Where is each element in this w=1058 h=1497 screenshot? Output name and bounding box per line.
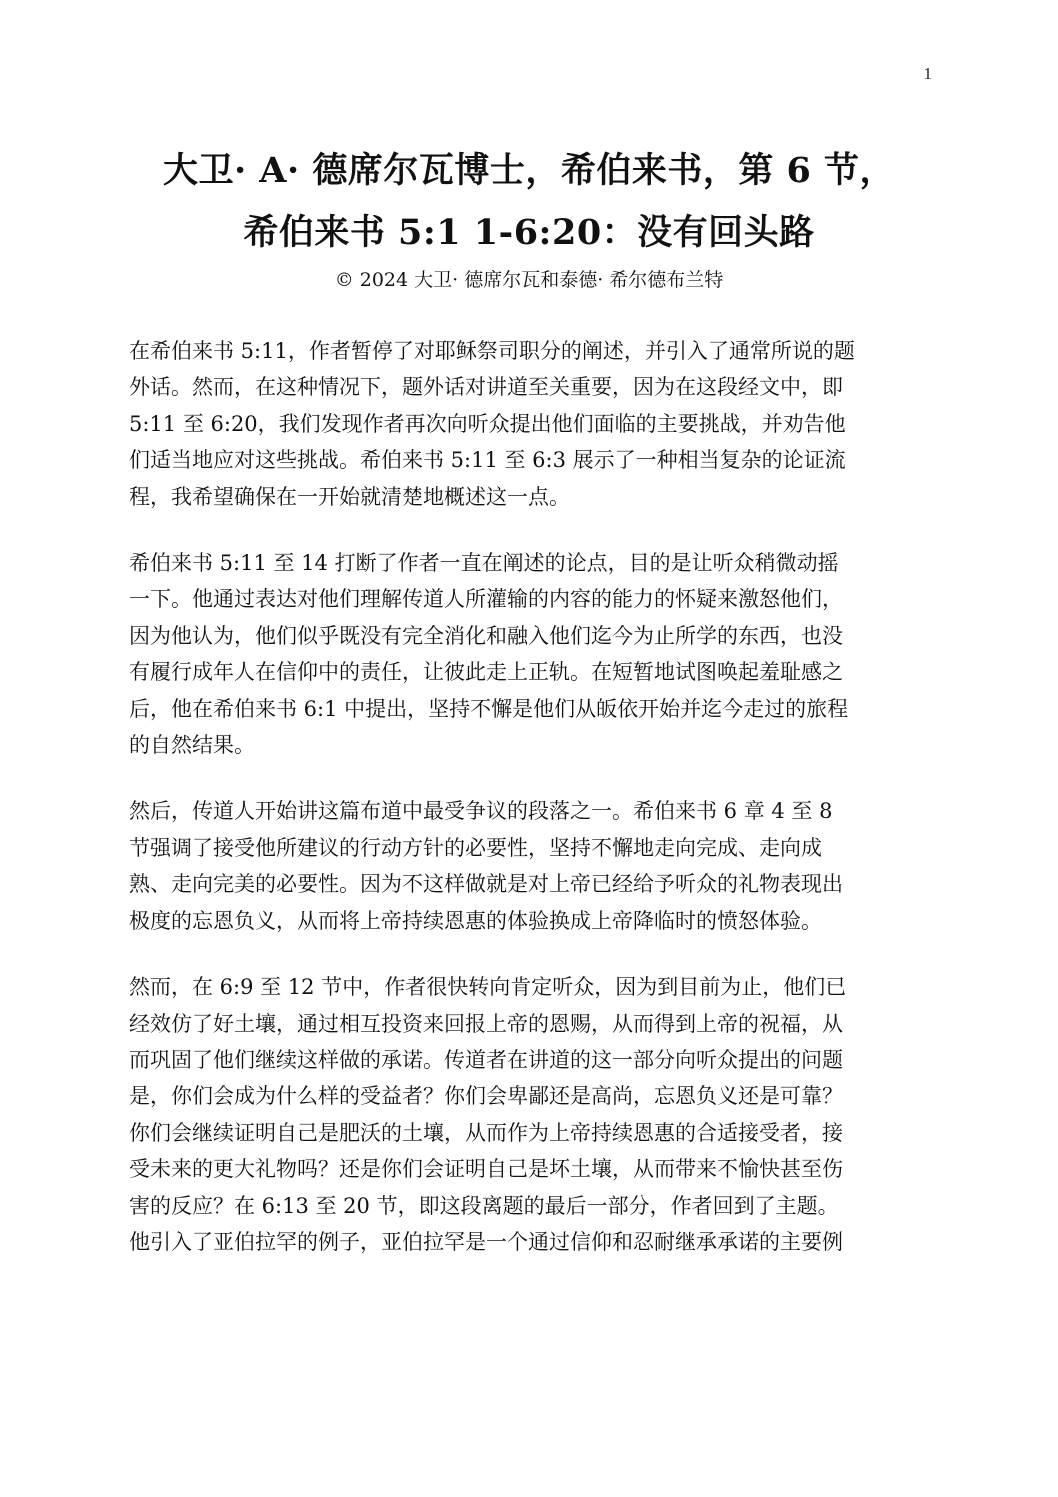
text-line: 害的反应？在 6:13 至 20 节，即这段离题的最后一部分，作者回到了主题。 xyxy=(129,1193,839,1218)
paragraph xyxy=(129,545,929,763)
text-line: 极度的忘恩负义，从而将上帝持续恩惠的体验换成上帝降临时的愤怒体验。 xyxy=(129,908,822,933)
text-line: 他引入了亚伯拉罕的例子，亚伯拉罕是一个通过信仰和忍耐继承承诺的主要例 xyxy=(129,1229,843,1254)
text-line: 5:11 至 6:20，我们发现作者再次向听众提出他们面临的主要挑战，并劝告他 xyxy=(129,411,846,436)
page-number: 1 xyxy=(923,64,932,83)
paragraph xyxy=(129,333,929,515)
title-line: 希伯来书 5:1 1-6:20：没有回头路 xyxy=(243,212,815,253)
text-line: 程，我希望确保在一开始就清楚地概述这一点。 xyxy=(129,484,570,509)
text-line: 是，你们会成为什么样的受益者？你们会卑鄙还是高尚，忘恩负义还是可靠？ xyxy=(129,1084,843,1109)
text-line: 的自然结果。 xyxy=(129,733,255,758)
text-line: 后，他在希伯来书 6:1 中提出，坚持不懈是他们从皈依开始并迄今走过的旅程 xyxy=(129,696,849,721)
title-line: 大卫· A· 德席尔瓦博士，希伯来书，第 6 节， xyxy=(162,150,896,191)
text-line: 然后，传道人开始讲这篇布道中最受争议的段落之一。希伯来书 6 章 4 至 8 xyxy=(129,799,833,824)
text-line: 在希伯来书 5:11，作者暂停了对耶稣祭司职分的阐述，并引入了通常所说的题 xyxy=(129,339,855,363)
text-line: 有履行成年人在信仰中的责任，让彼此走上正轨。在短暂地试图唤起羞耻感之 xyxy=(129,660,843,685)
text-line: 因为他认为，他们似乎既没有完全消化和融入他们迄今为止所学的东西，也没 xyxy=(129,623,843,648)
text-line: 受未来的更大礼物吗？还是你们会证明自己是坏土壤，从而带来不愉快甚至伤 xyxy=(129,1157,843,1182)
paragraph xyxy=(129,969,929,1260)
text-line: 熟、走向完美的必要性。因为不这样做就是对上帝已经给予听众的礼物表现出 xyxy=(129,872,843,897)
text-line: 外话。然而，在这种情况下，题外话对讲道至关重要，因为在这段经文中，即 xyxy=(129,375,843,400)
text-line: 而巩固了他们继续这样做的承诺。传道者在讲道的这一部分向听众提出的问题 xyxy=(129,1047,843,1072)
text-line: 一下。他通过表达对他们理解传道人所灌输的内容的能力的怀疑来激怒他们， xyxy=(129,587,843,612)
text-line: 你们会继续证明自己是肥沃的土壤，从而作为上帝持续恩惠的合适接受者，接 xyxy=(129,1120,843,1145)
text-line: 经效仿了好土壤，通过相互投资来回报上帝的恩赐，从而得到上帝的祝福，从 xyxy=(129,1011,843,1036)
paragraph xyxy=(129,793,929,939)
text-line: 们适当地应对这些挑战。希伯来书 5:11 至 6:3 展示了一种相当复杂的论证流 xyxy=(129,448,846,473)
text-line: 节强调了接受他所建议的行动方针的必要性，坚持不懈地走向完成、走向成 xyxy=(129,835,822,860)
page-title xyxy=(0,140,1058,264)
text-line: 希伯来书 5:11 至 14 打断了作者一直在阐述的论点，目的是让听众稍微动摇 xyxy=(129,551,839,576)
copyright-notice: © 2024 大卫· 德席尔瓦和泰德· 希尔德布兰特 xyxy=(334,269,724,291)
document-body xyxy=(129,333,929,1290)
text-line: 然而，在 6:9 至 12 节中，作者很快转向肯定听众，因为到目前为止，他们已 xyxy=(129,975,847,1000)
